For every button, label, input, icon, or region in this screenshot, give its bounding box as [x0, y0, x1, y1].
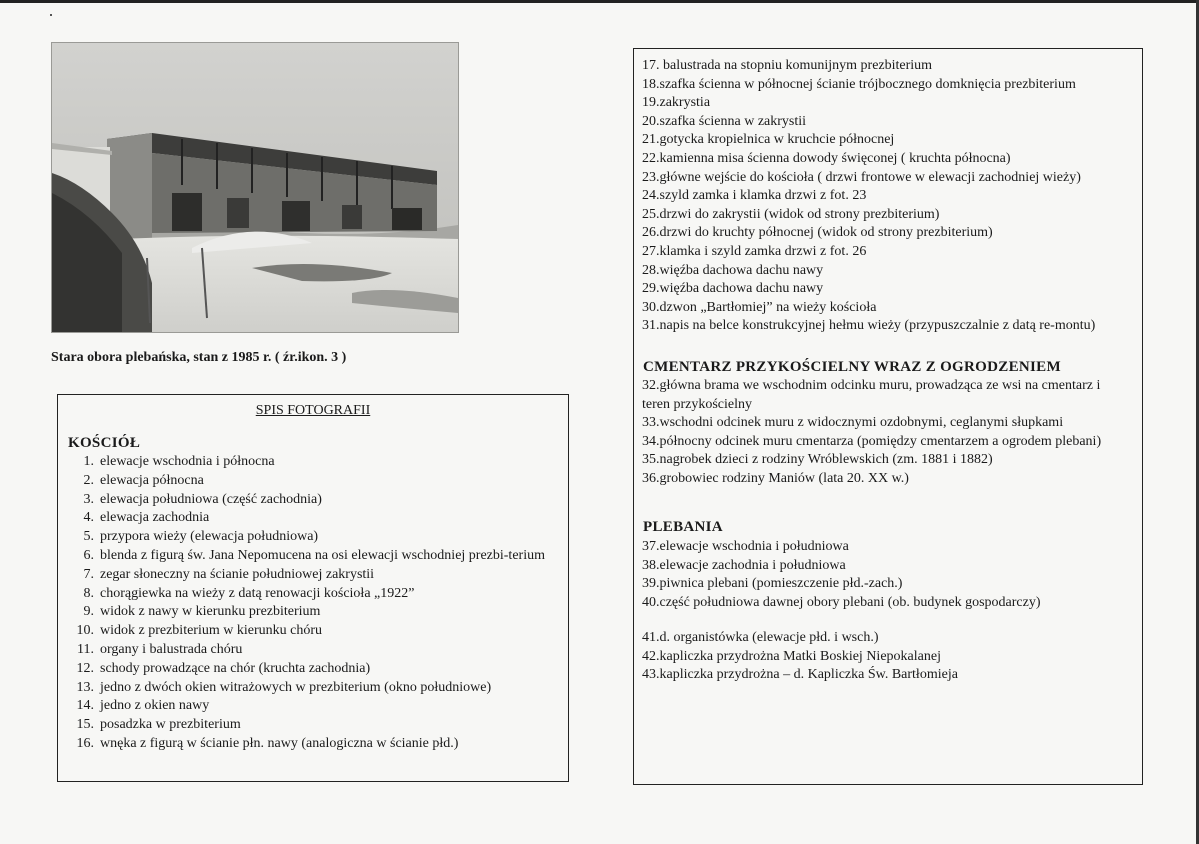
- cmentarz-heading: CMENTARZ PRZYKOŚCIELNY WRAZ Z OGRODZENIEM: [643, 359, 1061, 375]
- list-item: 15. posadzka w prezbiterium: [76, 717, 241, 733]
- list-item: 28.więźba dachowa dachu nawy: [642, 262, 824, 278]
- list-item: 3. elewacja południowa (część zachodnia): [83, 491, 322, 507]
- list-item: 21.gotycka kropielnica w kruchcie północnej: [642, 132, 895, 148]
- spis-fotografii-box-right: [633, 48, 1143, 785]
- list-item: 40.część południowa dawnej obory plebani (ob. budynek gospodarczy): [642, 594, 1041, 610]
- cmentarz-list: [642, 377, 1138, 489]
- list-item: 24.szyld zamka i klamka drzwi z fot. 23: [642, 188, 867, 204]
- spis-title: SPIS FOTOGRAFII: [255, 403, 371, 418]
- list-item: 16. wnęka z figurą w ścianie płn. nawy (analogiczna w ścianie płd.): [76, 735, 459, 751]
- list-item: 20.szafka ścienna w zakrystii: [642, 113, 807, 129]
- list-item: 29.więźba dachowa dachu nawy: [642, 281, 824, 297]
- list-item: 32.główna brama we wschodnim odcinku muru, prowadząca ze wsi na cmentarz i teren przykościelny: [642, 378, 1101, 412]
- list-item: 13. jedno z dwóch okien witrażowych w prezbiterium (okno południowe): [76, 679, 492, 695]
- list-item: 18.szafka ścienna w północnej ścianie trójbocznego domknięcia prezbiterium: [642, 76, 1076, 92]
- list-item: 12. schody prowadzące na chór (kruchta zachodnia): [76, 660, 371, 676]
- list-item: 9. widok z nawy w kierunku prezbiterium: [83, 604, 321, 620]
- list-item: 27.klamka i szyld zamka drzwi z fot. 26: [642, 243, 867, 259]
- list-item: 10. widok z prezbiterium w kierunku chóru: [76, 623, 322, 639]
- list-item: 38.elewacje zachodnia i południowa: [642, 557, 846, 573]
- other-list: [642, 629, 1138, 685]
- list-item: 37.elewacje wschodnia i południowa: [642, 539, 849, 554]
- plebania-list: [642, 538, 1138, 612]
- list-item: 36.grobowiec rodziny Maniów (lata 20. XX w.): [642, 470, 909, 486]
- list-item: 4. elewacja zachodnia: [83, 510, 210, 526]
- plebania-heading: PLEBANIA: [643, 519, 723, 535]
- list-item: 8. chorągiewka na wieży z datą renowacji kościoła „1922”: [83, 585, 415, 601]
- list-item: 23.główne wejście do kościoła ( drzwi frontowe w elewacji zachodniej wieży): [642, 169, 1081, 185]
- list-item: 22.kamienna misa ścienna dowody święconej ( kruchta północna): [642, 150, 1011, 166]
- list-item: 39.piwnica plebani (pomieszczenie płd.-zach.): [642, 576, 903, 592]
- list-item: 6. blenda z figurą św. Jana Nepomucena na osi elewacji wschodniej prezbi-terium: [83, 547, 545, 563]
- kosciol-heading: KOŚCIÓŁ: [68, 435, 141, 451]
- list-item: 1. elewacje wschodnia i północna: [83, 454, 275, 469]
- list-item: 43.kapliczka przydrożna – d. Kapliczka Św. Bartłomieja: [642, 667, 958, 683]
- top-border-line: [0, 0, 1199, 3]
- list-item: 33.wschodni odcinek muru z widocznymi ozdobnymi, ceglanymi słupkami: [642, 415, 1064, 431]
- kosciol-list-continued: [642, 57, 1138, 336]
- list-item: 19.zakrystia: [642, 95, 711, 111]
- list-item: 7. zegar słoneczny na ścianie południowej zakrystii: [83, 566, 375, 582]
- spis-fotografii-box-left: [57, 394, 569, 782]
- list-item: 26.drzwi do kruchty północnej (widok od strony prezbiterium): [642, 225, 993, 241]
- list-item: 2. elewacja północna: [83, 472, 204, 488]
- list-item: 35.nagrobek dzieci z rodziny Wróblewskich (zm. 1881 i 1882): [642, 452, 993, 468]
- scan-speck: [50, 14, 52, 16]
- barn-photograph: [51, 42, 459, 333]
- list-item: 31.napis na belce konstrukcyjnej hełmu wieży (przypuszczalnie z datą re-montu): [642, 318, 1096, 334]
- kosciol-list: [66, 453, 562, 754]
- list-item: 25.drzwi do zakrystii (widok od strony prezbiterium): [642, 206, 940, 222]
- list-item: 11. organy i balustrada chóru: [77, 641, 243, 657]
- list-item: 5. przypora wieży (elewacja południowa): [83, 529, 319, 545]
- list-item: 41.d. organistówka (elewacje płd. i wsch.): [642, 630, 879, 645]
- photo-caption: Stara obora plebańska, stan z 1985 r. ( źr.ikon. 3 ): [51, 350, 347, 365]
- list-item: 30.dzwon „Bartłomiej” na wieży kościoła: [642, 299, 877, 315]
- barn-photo-image: [52, 43, 458, 332]
- list-item: 42.kapliczka przydrożna Matki Boskiej Niepokalanej: [642, 648, 941, 664]
- list-item: 17. balustrada na stopniu komunijnym prezbiterium: [642, 58, 933, 73]
- list-item: 14. jedno z okien nawy: [76, 698, 210, 714]
- list-item: 34.północny odcinek muru cmentarza (pomiędzy cmentarzem a ogrodem plebani): [642, 433, 1102, 449]
